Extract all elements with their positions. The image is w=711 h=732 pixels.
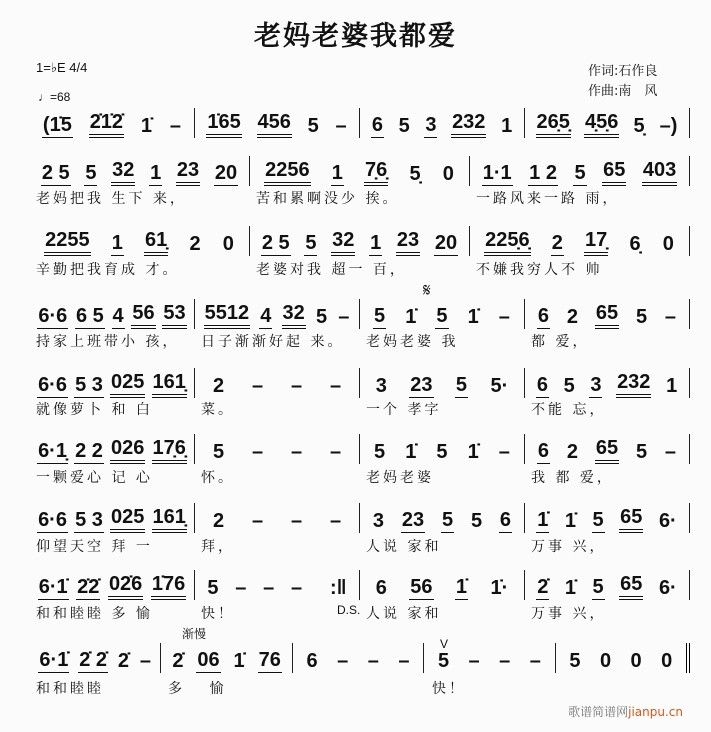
segno-mark: 𝄋: [423, 280, 431, 300]
note-group: 1̇: [140, 115, 153, 137]
measure: [424, 643, 555, 673]
note-group: 3: [372, 510, 385, 532]
note-group: 5: [441, 509, 454, 531]
measure: [30, 368, 195, 398]
note-group: 1̇: [233, 650, 245, 672]
note-group: 2256: [264, 159, 311, 186]
note-group: 17̣6̣: [152, 437, 187, 464]
note-group: 1·1: [482, 162, 512, 184]
staff-row: [30, 503, 690, 533]
note-group: 1̇: [405, 306, 417, 328]
staff-row: [30, 299, 690, 329]
note-group: 1̇: [455, 576, 468, 598]
note-group: 7̣6̣: [364, 159, 388, 186]
staff-row: [30, 570, 690, 600]
note-group: 2̇1̇2̇: [89, 111, 124, 138]
note-group: 6·6: [38, 305, 68, 327]
note-group: –: [338, 306, 350, 328]
note-group: 65: [595, 302, 619, 329]
note-group: 3: [375, 375, 387, 397]
measure: [250, 156, 470, 186]
note-group: 65: [595, 437, 619, 464]
lyricist-credit: 作词:石作良: [588, 64, 658, 79]
note-group: 2: [212, 375, 225, 397]
measure: [360, 570, 525, 600]
lyrics-line: [30, 467, 690, 487]
measure: [195, 434, 360, 464]
note-group: 23: [396, 229, 420, 256]
note-group: –: [664, 441, 677, 463]
note-group: 6·6: [38, 509, 67, 531]
measure: [30, 434, 195, 464]
note-group: 5: [455, 374, 468, 396]
lyric-segment: 快！: [432, 681, 466, 697]
tempo-marking: ♩=68: [38, 90, 71, 104]
note-group: 1: [370, 232, 382, 254]
note-group: 5: [436, 305, 448, 327]
note-group: 6·1̇: [38, 576, 68, 598]
lyrics-line: [30, 399, 690, 419]
lyric-segment: 怀。: [201, 470, 235, 486]
note-group: 3: [590, 374, 602, 396]
note-group: 65: [602, 159, 626, 186]
note-group: 5: [398, 115, 410, 137]
note-group: –: [335, 115, 347, 137]
measure: [161, 643, 292, 673]
lyric-segment: 一路风来一路 雨，: [476, 191, 620, 207]
note-group: 5 3: [75, 374, 103, 396]
note-group: 5: [592, 576, 604, 598]
note-group: 0: [630, 650, 642, 672]
note-group: 1̇: [405, 441, 417, 463]
lyric-segment: 拜，: [201, 539, 235, 555]
lyric-segment: 老妈把我 生下 来，: [36, 191, 187, 207]
lyrics-line: [30, 331, 690, 351]
note-group: 232: [451, 111, 486, 138]
note-group: –: [251, 375, 264, 397]
measure: [195, 570, 360, 600]
note-group: 1̇: [467, 306, 479, 328]
lyric-segment: 我 都 爱，: [531, 470, 614, 486]
lyric-segment: [558, 678, 690, 698]
note-group: 6: [306, 650, 318, 672]
measure: [525, 108, 690, 138]
lyric-segment: 仰望天空 拜 一: [36, 539, 153, 555]
note-group: 2 5: [41, 162, 70, 184]
note-group: 2255: [44, 229, 91, 256]
note-group: 61̣: [144, 229, 168, 256]
measure: [525, 570, 690, 600]
note-group: 403: [642, 159, 677, 186]
note-group: 6: [537, 440, 550, 462]
note-group: 20: [214, 162, 238, 184]
lyric-segment: 多 愉: [168, 681, 227, 697]
note-group: –: [235, 577, 247, 599]
lyric-segment: 辛勤把我育成 才。: [36, 262, 180, 278]
measure: [195, 368, 360, 398]
note-group: –: [291, 577, 303, 599]
measure: [525, 299, 690, 329]
note-group: 1: [666, 375, 678, 397]
measure: [360, 108, 525, 138]
lyrics-line: [30, 259, 690, 279]
note-group: 6: [371, 114, 383, 136]
note-group: 5: [437, 650, 450, 672]
note-group: 5: [563, 375, 575, 397]
note-group: –: [337, 650, 349, 672]
measure: [360, 503, 525, 533]
note-group: 2̇: [172, 650, 184, 672]
note-group: 2̇ 2̇: [79, 649, 107, 671]
lyrics-line: [30, 188, 690, 208]
note-group: –: [329, 441, 342, 463]
lyric-segment: 苦和累啊没少 挨。: [256, 191, 400, 207]
note-group: 1̇: [564, 577, 577, 599]
note-group: –: [329, 510, 342, 532]
note-group: –: [498, 441, 510, 463]
watermark-cn: 歌谱简谱网: [568, 705, 629, 719]
lyric-segment: 和和睦睦 多 愉: [36, 606, 153, 622]
note-group: 2 2: [75, 440, 103, 462]
measure: [30, 643, 161, 673]
note-group: 5: [569, 650, 581, 672]
measure: [195, 503, 360, 533]
ritardando-mark: 渐慢: [182, 627, 207, 641]
measure: [30, 503, 195, 533]
note-group: 5: [635, 441, 648, 463]
note-group: –: [290, 510, 303, 532]
lyric-segment: 老妈老婆: [366, 470, 434, 486]
note-group: 5: [207, 577, 219, 599]
note-group: 025: [110, 506, 145, 533]
key-signature: 1=♭E 4/4: [36, 60, 88, 75]
note-group: 161̣: [152, 371, 187, 398]
note-group: 5: [315, 306, 328, 328]
lyric-segment: 都 爱，: [531, 334, 590, 350]
lyric-segment: 老婆对我 超一 百，: [256, 262, 407, 278]
staff-row: [30, 226, 690, 256]
measure: [470, 156, 690, 186]
note-group: 1: [331, 162, 343, 184]
note-group: 5: [307, 115, 319, 137]
note-group: 1 2: [529, 162, 557, 184]
note-group: 6·: [658, 510, 677, 532]
note-group: 2̇: [117, 650, 129, 672]
note-group: 5: [212, 441, 225, 463]
measure: [525, 368, 690, 398]
note-group: 6: [499, 509, 512, 531]
note-group: 1: [150, 162, 162, 184]
note-group: 5: [436, 441, 448, 463]
note-group: 5 3: [75, 509, 103, 531]
note-group: 3: [425, 114, 437, 136]
note-group: –: [169, 115, 182, 137]
note-group: –): [659, 115, 678, 137]
measure: [250, 226, 470, 256]
note-group: –: [498, 306, 510, 328]
lyric-segment: 不嫌我穷人不 帅: [476, 262, 603, 278]
note-group: 2: [566, 441, 579, 463]
note-group: 2: [566, 306, 579, 328]
staff-row: [30, 643, 690, 673]
note-group: –: [329, 375, 342, 397]
lyric-segment: 一颗爱心 记 心: [36, 470, 153, 486]
note-group: 2: [189, 233, 201, 255]
note-group: 6·6: [38, 374, 67, 396]
note-group: 32: [331, 229, 355, 256]
note-group: 6̣: [629, 233, 641, 255]
note-group: 5: [470, 510, 483, 532]
note-group: :‖: [318, 577, 347, 599]
lyric-segment: [294, 678, 426, 698]
measure: [30, 570, 195, 600]
note-group: 6: [537, 305, 550, 327]
note-group: 53: [162, 302, 186, 329]
note-group: 1̇: [467, 441, 479, 463]
note-group: –: [139, 650, 151, 672]
ds-mark: D.S.: [337, 603, 361, 617]
note-group: 0: [599, 650, 612, 672]
note-group: 1: [111, 232, 123, 254]
note-group: 5̣: [633, 115, 645, 137]
note-group: –: [367, 650, 379, 672]
measure: [293, 643, 424, 673]
note-group: –: [664, 306, 677, 328]
note-group: 17̣: [584, 229, 608, 256]
note-group: 5512: [204, 302, 251, 329]
note-group: 2: [212, 510, 225, 532]
lyric-segment: 和和睦睦: [36, 681, 104, 697]
lyrics-line: [30, 678, 690, 698]
note-group: –: [290, 375, 303, 397]
note-group: 232: [616, 371, 651, 398]
note-group: 6·: [658, 577, 677, 599]
note-group: 026: [110, 437, 145, 464]
note-group: 6: [536, 374, 548, 396]
note-group: 0: [222, 233, 234, 255]
note-group: 56: [410, 576, 433, 598]
note-group: 5: [85, 162, 97, 184]
lyric-segment: 持家上班带小 孩，: [36, 334, 180, 350]
note-group: 5: [305, 232, 317, 254]
lyric-segment: 日子渐渐好起 来。: [201, 334, 345, 350]
note-group: 5̣: [409, 163, 421, 185]
measure: [30, 156, 250, 186]
note-group: 5: [635, 306, 648, 328]
note-group: –: [251, 441, 264, 463]
note-group: –: [251, 510, 264, 532]
note-group: 1̇·: [490, 577, 509, 599]
note-group: 025: [110, 371, 145, 398]
measure: [360, 368, 525, 398]
measure: [195, 108, 360, 138]
note-group: 2̇2̇: [77, 576, 100, 598]
measure: [556, 643, 690, 673]
lyrics-line: [30, 536, 690, 556]
composer-credit: 作曲:南 风: [588, 84, 658, 99]
note-group: 65: [619, 506, 643, 533]
lyric-segment: 万事 兴，: [531, 606, 607, 622]
note-group: –: [263, 577, 275, 599]
lyric-segment: 人说 家和: [366, 606, 442, 622]
note-group: 6: [375, 577, 387, 599]
note-group: 23: [176, 159, 200, 186]
note-group: 1̇65: [206, 111, 241, 138]
staff-row: [30, 156, 690, 186]
note-group: 06: [197, 649, 220, 671]
note-group: 23: [410, 374, 433, 396]
measure: [30, 226, 250, 256]
lyric-segment: 人说 家和: [366, 539, 442, 555]
measure: [360, 434, 525, 464]
measure: [525, 434, 690, 464]
watermark: [568, 703, 683, 720]
note-group: 6·1̇: [39, 649, 69, 671]
note-group: 5: [574, 162, 586, 184]
note-group: 2: [551, 232, 563, 254]
note-group: 0: [661, 650, 673, 672]
lyric-segment: 快！: [201, 606, 235, 622]
note-group: 2̇: [537, 576, 549, 598]
staff-row: [30, 368, 690, 398]
note-group: 32: [111, 159, 135, 186]
note-group: 5: [374, 441, 386, 463]
measure: [360, 299, 525, 329]
measure: [30, 299, 195, 329]
note-group: –: [290, 441, 303, 463]
note-group: 225̣6̣: [484, 229, 531, 256]
note-group: 2 5: [261, 232, 290, 254]
measure: [525, 503, 690, 533]
note-group: 1̇76: [151, 573, 186, 600]
note-group: 1̇: [564, 510, 577, 532]
breath-mark: V: [440, 637, 449, 651]
note-group: 0: [662, 233, 674, 255]
note-group: –: [529, 650, 541, 672]
note-group: 76: [258, 649, 281, 671]
note-group: 1: [501, 115, 513, 137]
note-group: 5: [592, 509, 604, 531]
measure: [470, 226, 690, 256]
note-group: 0: [442, 163, 454, 185]
song-title: 老妈老婆我都爱: [254, 21, 457, 52]
staff-row: [30, 108, 690, 138]
note-group: (1̇5: [42, 114, 72, 136]
lyric-segment: 就像萝卜 和 白: [36, 402, 153, 418]
note-group: 5·: [490, 375, 509, 397]
note-group: 26̣5̣: [536, 111, 571, 138]
note-group: 5: [374, 305, 386, 327]
lyric-segment: 万事 兴，: [531, 539, 607, 555]
staff-row: [30, 434, 690, 464]
measure: [195, 299, 360, 329]
lyrics-line: [30, 603, 690, 623]
watermark-url: jianpu.cn: [628, 705, 683, 719]
note-group: 161̣: [152, 506, 187, 533]
note-group: 6 5: [75, 305, 104, 327]
note-group: 456: [257, 111, 292, 138]
note-group: –: [398, 650, 410, 672]
note-group: 4̣5̣6: [584, 111, 619, 138]
note-group: –: [468, 650, 480, 672]
note-group: 20: [434, 232, 458, 254]
note-group: 65: [619, 573, 643, 600]
note-group: 02̇6: [108, 573, 143, 600]
note-group: 6·1̣: [38, 440, 67, 462]
note-group: 4: [112, 305, 124, 327]
note-group: 56: [131, 302, 155, 329]
measure: [30, 108, 195, 138]
lyric-segment: 不能 忘，: [531, 402, 607, 418]
note-group: –: [499, 650, 511, 672]
note-group: 4: [260, 305, 272, 327]
lyric-segment: 老妈老婆 我: [366, 334, 459, 350]
lyric-segment: 菜。: [201, 402, 235, 418]
note-group: 32: [282, 302, 306, 329]
lyric-segment: 一个 孝字: [366, 402, 442, 418]
note-group: 23: [401, 509, 425, 531]
note-group: 1̇: [537, 509, 549, 531]
